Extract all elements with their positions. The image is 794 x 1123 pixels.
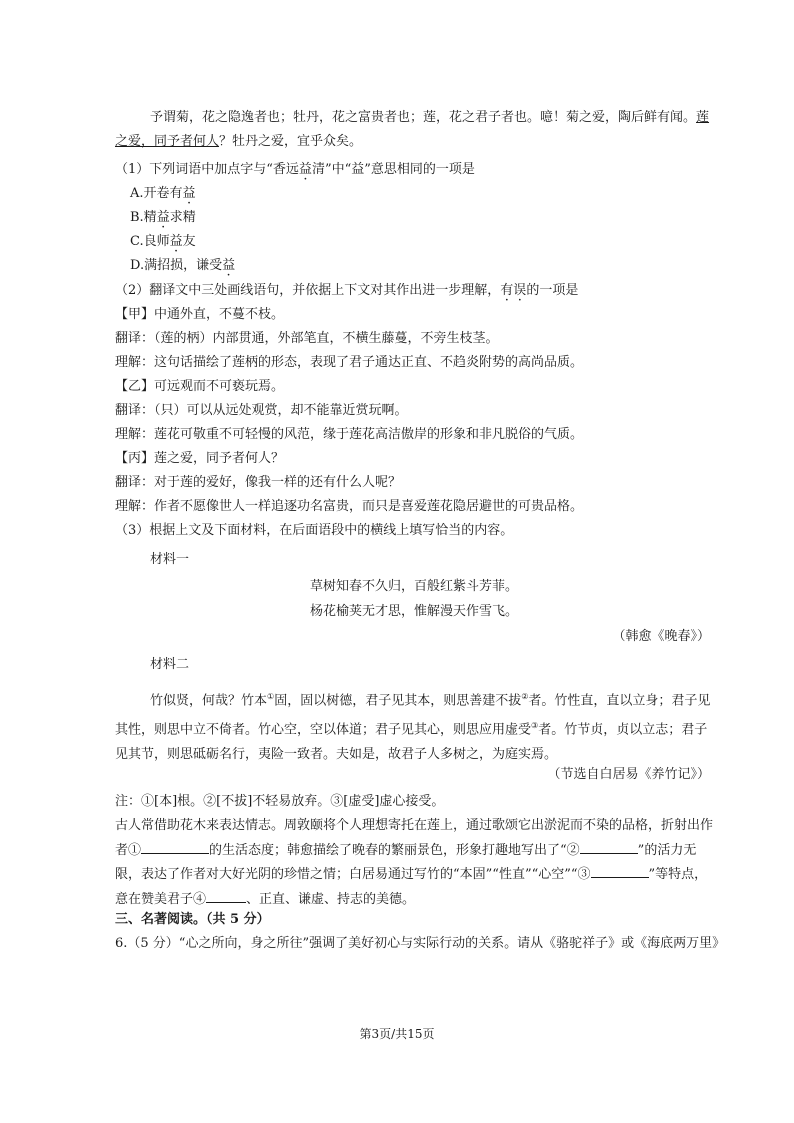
stem-text: 清”中“益”意思相同的一项是 — [311, 162, 475, 177]
passage-line-1 — [150, 108, 714, 128]
fill-text: ”等特点，意在赞美君子④ — [115, 867, 708, 907]
stem-text: （2）翻译文中三处画线语句，并依据上下文对其作出进一步理解， — [115, 283, 501, 298]
option-text: 求精 — [169, 210, 196, 225]
dotted-char: 益 — [169, 234, 183, 249]
question-2-stem — [115, 281, 714, 301]
item-jia-head: 【甲】中通外直，不蔓不枝。 — [115, 307, 285, 322]
blank-1[interactable] — [141, 839, 209, 854]
material-2-label: 材料二 — [150, 657, 190, 672]
dotted-char: 益 — [156, 210, 170, 225]
passage-text: 予谓菊，花之隐逸者也；牡丹，花之富贵者也；莲，花之君子者也。噫！菊之爱，陶后鲜有闻。 — [150, 110, 697, 125]
passage-text: ？牡丹之爱，宜乎众矣。 — [219, 134, 363, 149]
item-yi-head: 【乙】可远观而不可亵玩焉。 — [115, 379, 285, 394]
footnote-mark: ③ — [531, 720, 539, 730]
dotted-char: 误 — [513, 283, 527, 298]
option-a — [130, 184, 714, 204]
material-text: 者。竹性直，直以立身；君子见其性，则思中立不倚者。竹心空，空以体道；君子见其心，则思应用虚受 — [115, 693, 711, 738]
section-3-title: 三、名著阅读。（共 5 分） — [115, 912, 270, 927]
option-text: D.满招损，谦受 — [130, 258, 223, 273]
material-1-source: （韩愈《晚春》） — [612, 629, 710, 644]
option-b — [130, 208, 714, 228]
item-jia-translation: 翻译：（莲的柄）内部贯通，外部笔直，不横生藤蔓，不旁生枝茎。 — [115, 331, 499, 346]
dotted-char: 益 — [298, 162, 312, 177]
material-text: 固，固以树德，君子见其本，则思善建不拔 — [274, 693, 522, 709]
material-2-text — [115, 685, 720, 767]
option-text: A.开卷有 — [130, 186, 183, 201]
fill-text: 的生活态度；韩愈描绘了晚春的繁丽景色，形象打趣地写出了“② — [209, 842, 580, 858]
fill-text: 古人常借助花木来表达情志。周敦颐将个人理想寄托在莲上，通过歌颂它出淤泥而不染的品格，折射出作者① — [115, 818, 714, 858]
option-text: B.精 — [130, 210, 157, 225]
material-text: 者。竹节贞，贞以立志；君子见其节，则思砥砺名行，夷险一致者。夫如是，故君子人多树之，为庭实焉。 — [115, 722, 708, 762]
item-yi-understanding: 理解：莲花可敬重不可轻慢的风范，缘于莲花高洁傲岸的形象和非凡脱俗的气质。 — [115, 427, 584, 442]
blank-3[interactable] — [591, 863, 649, 878]
stem-text: （1）下列词语中加点字与“香远 — [115, 162, 299, 177]
passage-line-2 — [115, 132, 714, 152]
footnote: 注：①[本]根。②[不拔]不轻易放弃。③[虚受]虚心接受。 — [115, 794, 445, 809]
item-bing-understanding: 理解：作者不愿像世人一样追逐功名富贵，而只是喜爱莲花隐居避世的可贵品格。 — [115, 499, 584, 514]
dotted-char: 益 — [182, 186, 196, 201]
stem-text: 的一项是 — [526, 283, 579, 298]
fill-text: 、正直、谦虚、持志的美德。 — [246, 891, 416, 907]
fill-in-paragraph — [115, 814, 720, 912]
poem-line-2: 杨花榆荚无才思，惟解漫天作雪飞。 — [310, 604, 519, 619]
page-number: 第3页/共15页 — [359, 1027, 435, 1041]
option-text: 友 — [182, 234, 196, 249]
dotted-char: 益 — [222, 258, 236, 273]
material-text: 竹似贤，何哉？竹本 — [150, 693, 268, 709]
material-2-source: （节选自白居易《养竹记》） — [547, 767, 710, 782]
question-1-stem — [115, 160, 714, 180]
fill-text: ”的活力无限，表达了作者对大好光阴的珍惜之情；白居易通过写竹的“本固”“性直”“心空”“③ — [115, 842, 697, 882]
question-3-stem: （3）根据上文及下面材料，在后面语段中的横线上填写恰当的内容。 — [115, 523, 514, 538]
material-1-label: 材料一 — [150, 552, 190, 567]
option-c — [130, 232, 714, 252]
footnote-mark: ① — [267, 692, 275, 701]
blank-2[interactable] — [580, 839, 638, 854]
question-6-stem: 6.（5 分）“心之所向，身之所往”强调了美好初心与实际行动的关系。请从《骆驼祥子》或《海底两万里》 — [115, 936, 726, 951]
item-bing-head: 【丙】莲之爱，同予者何人？ — [115, 451, 285, 466]
blank-4[interactable] — [206, 888, 246, 903]
option-d — [130, 256, 714, 276]
poem-line-1: 草树知春不久归，百般红紫斗芳菲。 — [310, 579, 519, 594]
underlined-phrase: 莲 — [696, 110, 710, 125]
item-yi-translation: 翻译：（只）可以从远处观赏，却不能靠近赏玩啊。 — [115, 403, 408, 418]
item-jia-understanding: 理解：这句话描绘了莲柄的形态，表现了君子通达正直、不趋炎附势的高尚品质。 — [115, 355, 584, 370]
footnote-mark: ② — [521, 692, 529, 701]
item-bing-translation: 翻译：对于莲的爱好，像我一样的还有什么人呢？ — [115, 475, 402, 490]
underlined-phrase: 之爱，同予者何人 — [115, 134, 220, 149]
option-text: C.良师 — [130, 234, 170, 249]
dotted-char: 有 — [500, 283, 514, 298]
